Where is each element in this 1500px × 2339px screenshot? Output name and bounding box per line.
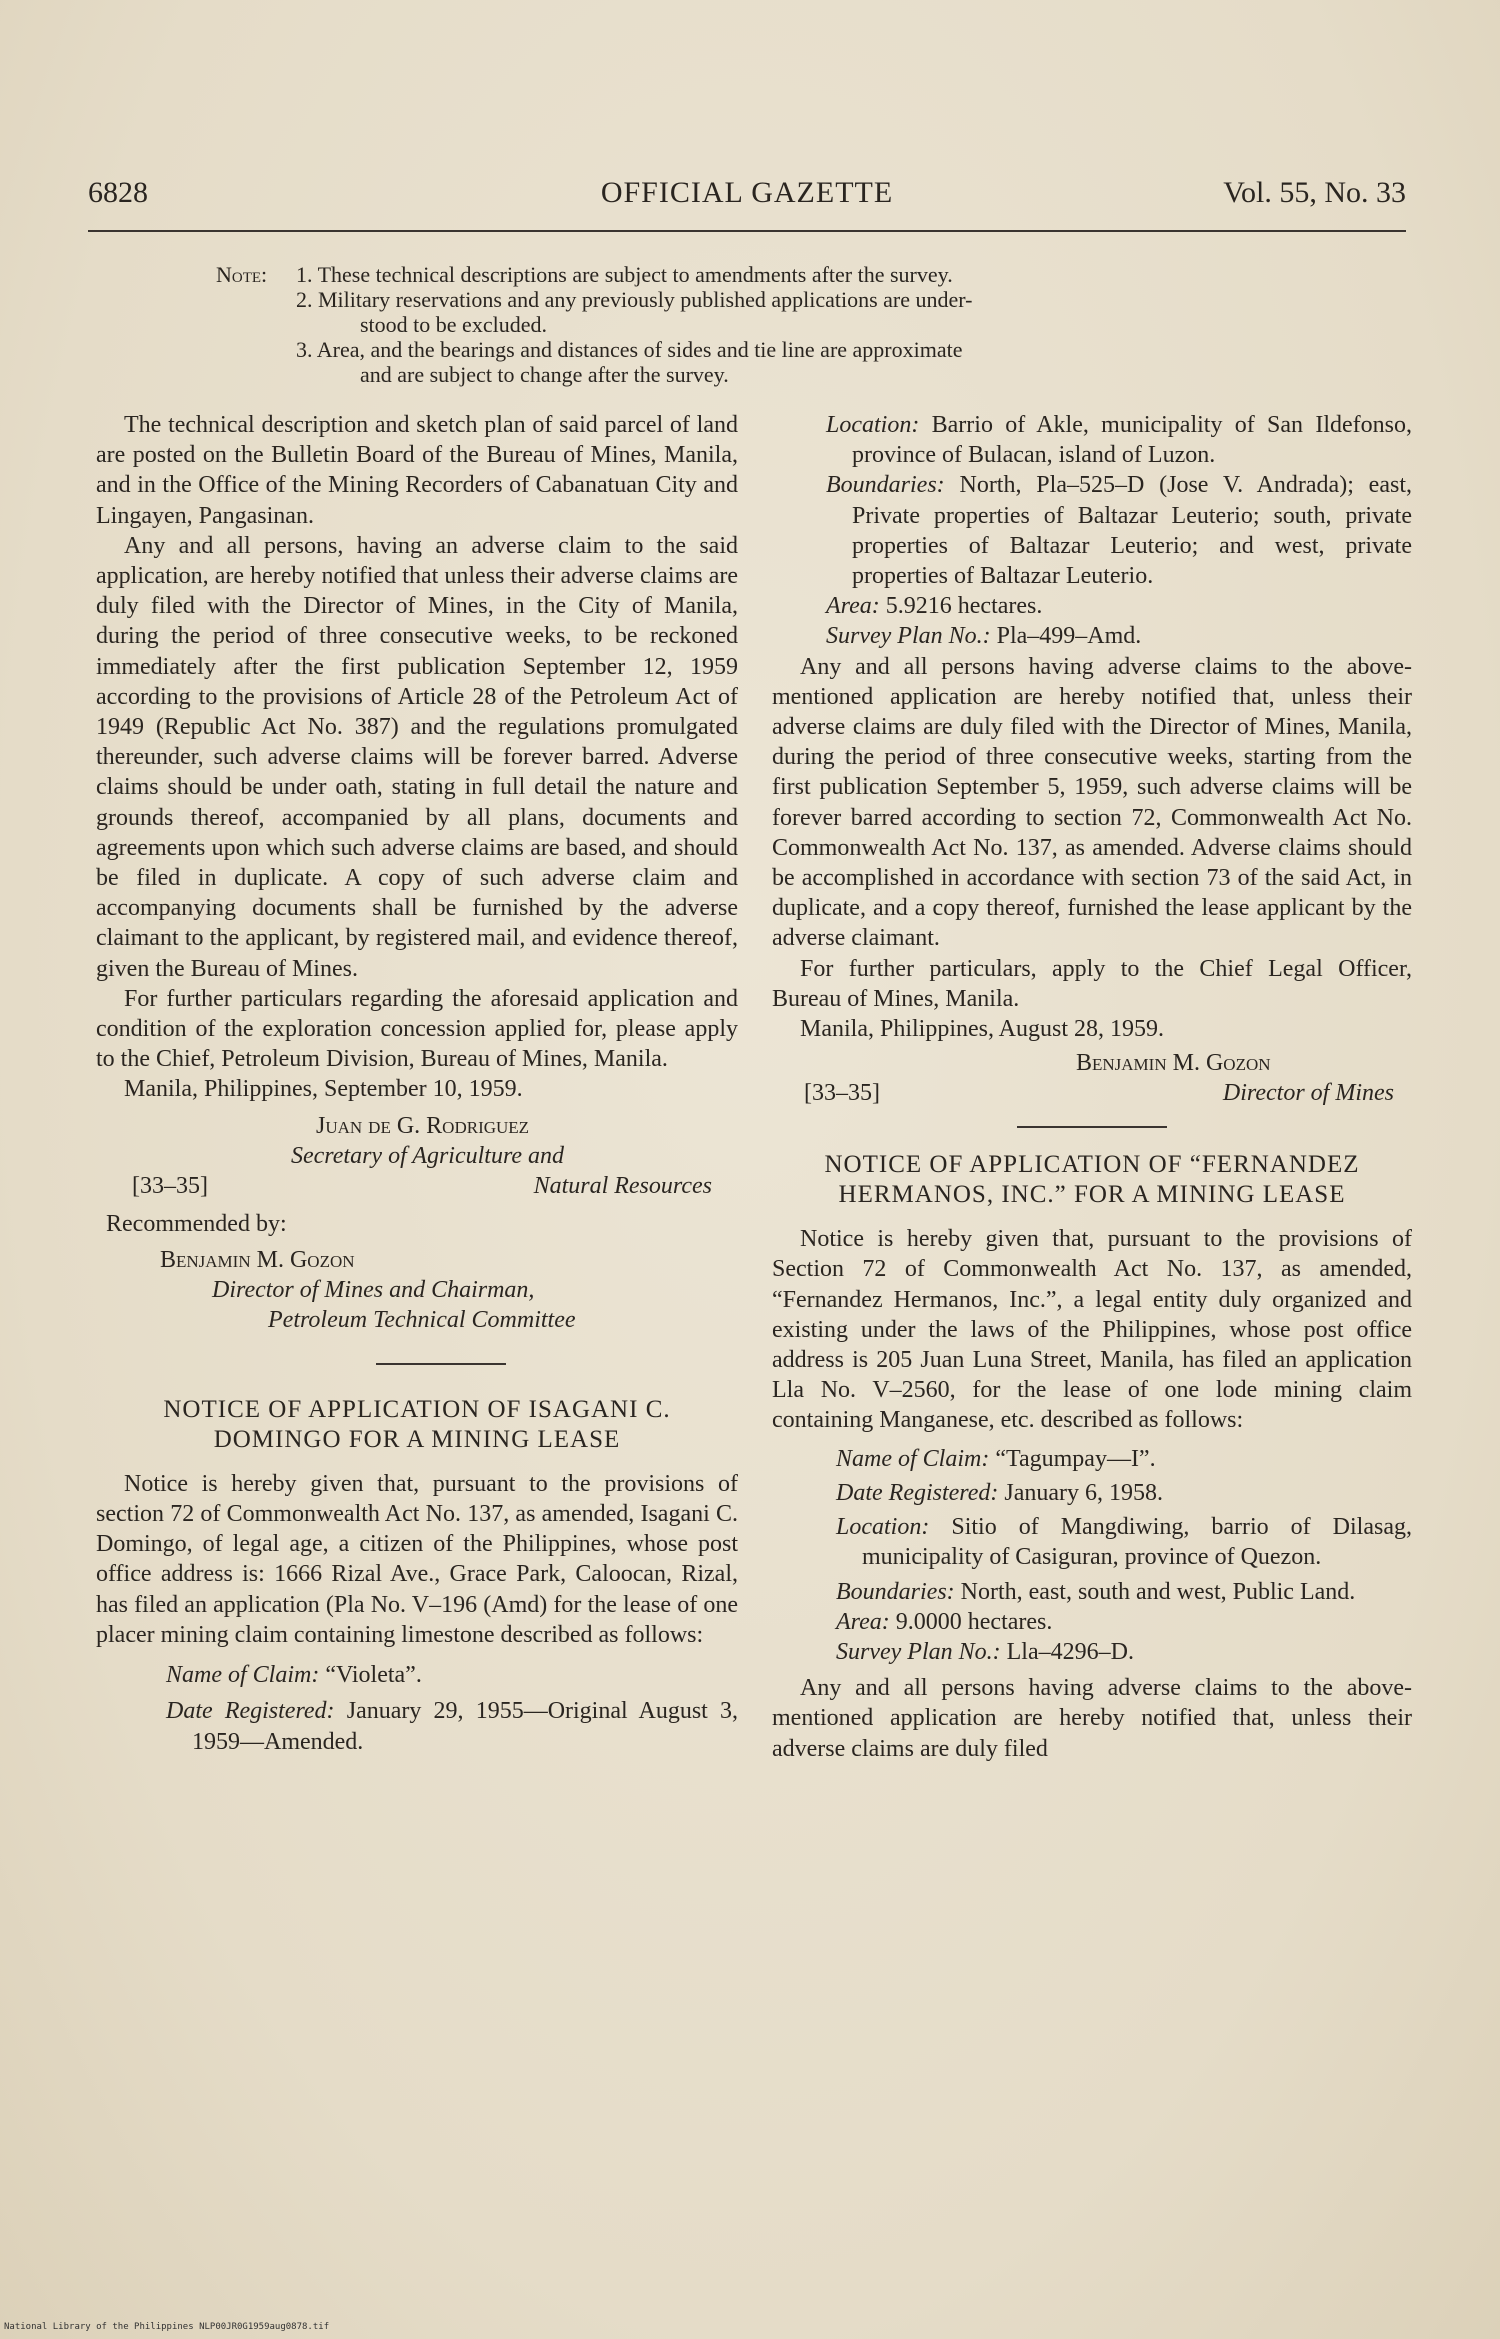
field-value: 5.9216 hectares. (885, 593, 1043, 620)
area (772, 1607, 1412, 1637)
survey-plan (772, 1637, 1412, 1667)
note-item (296, 287, 1346, 337)
note-item-text: 1. These technical descriptions are subject to amendments after the survey. (296, 262, 953, 287)
note-item-text: 2. Military reservations and any previously published applications are under- (296, 287, 973, 312)
signatory-title: Petroleum Technical Committee (268, 1306, 576, 1333)
field-value: January 29, 1955—Original August 3, 1959—Amended. (192, 1698, 739, 1755)
field-label: Area: (826, 593, 880, 620)
claim-name (96, 1660, 738, 1690)
publication-title: OFFICIAL GAZETTE (600, 176, 894, 209)
section-divider (1017, 1126, 1167, 1128)
field-label: Name of Claim: (166, 1662, 320, 1689)
boundaries (772, 470, 1412, 591)
location (772, 1512, 1412, 1572)
signature-block (96, 1243, 738, 1339)
field-value: North, Pla–525–D (Jose V. Andrada); east, Private properties of Baltazar Leuterio; south, private properties of Baltazar Leuterio; and west, private properties of Baltazar Leuterio. (852, 472, 1412, 590)
field-label: Location: (836, 1514, 930, 1541)
signatory-name: Juan de G. Rodriguez (316, 1112, 530, 1139)
field-label: Date Registered: (836, 1479, 999, 1506)
field-label: Boundaries: (836, 1578, 955, 1605)
issue-reference: [33–35] (132, 1172, 208, 1199)
note-item-text: 3. Area, and the bearings and distances of sides and tie line are approximate (296, 337, 963, 362)
note-items (296, 262, 1346, 387)
location (772, 410, 1412, 470)
field-label: Date Registered: (166, 1698, 335, 1725)
signatory-name: Benjamin M. Gozon (1076, 1050, 1271, 1077)
paragraph: For further particulars, apply to the Chief Legal Officer, Bureau of Mines, Manila. (772, 955, 1412, 1012)
note-item (296, 262, 1346, 287)
field-label: Boundaries: (826, 472, 945, 499)
field-value: January 6, 1958. (1004, 1479, 1164, 1506)
page-number: 6828 (88, 176, 148, 209)
signatory-title: Director of Mines (1222, 1080, 1394, 1107)
area (772, 591, 1412, 621)
field-value: Sitio of Mangdiwing, barrio of Dilasag, municipality of Casiguran, province of Quezon. (862, 1514, 1412, 1571)
signature-block (96, 1111, 738, 1211)
field-label: Survey Plan No.: (836, 1638, 1001, 1665)
note-item-continuation: and are subject to change after the survey. (360, 362, 729, 387)
paragraph: Any and all persons, having an adverse claim to the said application, are hereby notified that unless their adverse claims are duly filed with the Director of Mines, in the City of Manila, during the period of three consecutive weeks, to be reckoned immediately after the first publication September 12, 1959 according to the provisions of Article 28 of the Petroleum Act of 1949 (Republic Act No. 387) and the regulations promulgated thereunder, such adverse claims will be forever barred. Adverse claims should be under oath, stating in full detail the nature and grounds thereof, accompanied by all plans, documents and agreements upon which such adverse claims are based, and should be filed in duplicate. A copy of such adverse claim and accompanying documents shall be furnished by the adverse claimant to the applicant, by registered mail, and evidence thereof, given the Bureau of Mines. (96, 532, 738, 982)
field-value: Lla–4296–D. (1006, 1638, 1134, 1665)
paragraph: The technical description and sketch plan of said parcel of land are posted on the Bulletin Board of the Bureau of Mines, Manila, and in the Office of the Mining Recorders of Cabanatuan City and Lingayen, Pangasinan. (96, 412, 738, 529)
recommended-label: Recommended by: (106, 1210, 287, 1237)
dateline: Manila, Philippines, August 28, 1959. (800, 1016, 1165, 1043)
field-value: North, east, south and west, Public Land. (960, 1578, 1356, 1605)
note-item-continuation: stood to be excluded. (360, 312, 547, 337)
field-value: “Violeta”. (325, 1662, 422, 1689)
field-label: Location: (826, 412, 920, 438)
survey-plan (772, 621, 1412, 651)
field-value: Barrio of Akle, municipality of San Ildefonso, province of Bulacan, island of Luzon. (852, 412, 1412, 469)
field-value: Pla–499–Amd. (996, 623, 1142, 650)
volume-number: Vol. 55, No. 33 (1223, 176, 1406, 209)
notice-title: NOTICE OF APPLICATION OF ISAGANI C. DOMINGO FOR A MINING LEASE (163, 1395, 671, 1453)
section-divider (376, 1363, 506, 1365)
note-label: Note: (216, 262, 268, 287)
field-value: “Tagumpay—I”. (995, 1445, 1156, 1472)
field-value: 9.0000 hectares. (895, 1608, 1053, 1635)
date-registered (772, 1478, 1412, 1508)
field-label: Name of Claim: (836, 1445, 990, 1472)
paragraph: Notice is hereby given that, pursuant to the provisions of Section 72 of Commonwealth Act No. 137, as amended, “Fernandez Hermanos, Inc.”, a legal entity duly organized and existing under the laws of the Philippines, whose post office address is 205 Juan Luna Street, Manila, has filed an application Lla No. V–2560, for the lease of one lode mining claim containing Manganese, etc. described as follows: (772, 1226, 1412, 1434)
issue-reference: [33–35] (804, 1080, 880, 1107)
paragraph: Any and all persons having adverse claims to the above-mentioned application are hereby notified that, unless their adverse claims are duly filed with the Director of Mines, Manila, during the period of three consecutive weeks, starting from the first publication September 5, 1959, such adverse claims will be forever barred according to section 72, Commonwealth Act No. Commonwealth Act No. 137, as amended. Adverse claims should be accomplished in accordance with section 73 of the said Act, in duplicate, and a copy thereof, furnished the lease applicant by the adverse claimant. (772, 653, 1412, 952)
signatory-title: Director of Mines and Chairman, (212, 1276, 535, 1303)
page-header (88, 172, 1406, 216)
field-label: Survey Plan No.: (826, 623, 991, 650)
claim-name (772, 1444, 1412, 1474)
scan-footer: National Library of the Philippines NLP00JR0G1959aug0878.tif (4, 2322, 330, 2332)
signature-block (772, 1046, 1412, 1116)
note-item (296, 337, 1346, 387)
paragraph: Any and all persons having adverse claims to the above-mentioned application are hereby notified that, unless their adverse claims are duly filed (772, 1675, 1412, 1762)
paragraph: Notice is hereby given that, pursuant to the provisions of section 72 of Commonwealth Act No. 137, as amended, Isagani C. Domingo, of legal age, a citizen of the Philippines, whose post office address is: 1666 Rizal Ave., Grace Park, Caloocan, Rizal, has filed an application (Pla No. V–196 (Amd) for the lease of one placer mining claim containing limestone described as follows: (96, 1470, 738, 1648)
boundaries (772, 1577, 1412, 1607)
field-label: Area: (836, 1608, 890, 1635)
paragraph: For further particulars regarding the aforesaid application and condition of the exploration concession applied for, please apply to the Chief, Petroleum Division, Bureau of Mines, Manila. (96, 985, 738, 1073)
signatory-title: Natural Resources (533, 1172, 712, 1199)
date-registered (96, 1696, 738, 1756)
signatory-title: Secretary of Agriculture and (291, 1142, 565, 1169)
header-rule (88, 230, 1406, 232)
dateline: Manila, Philippines, September 10, 1959. (124, 1076, 523, 1103)
left-column (96, 410, 738, 1757)
notice-title: NOTICE OF APPLICATION OF “FERNANDEZ HERMANOS, INC.” FOR A MINING LEASE (824, 1151, 1360, 1209)
right-column (772, 410, 1412, 1764)
signatory-name: Benjamin M. Gozon (160, 1246, 355, 1273)
